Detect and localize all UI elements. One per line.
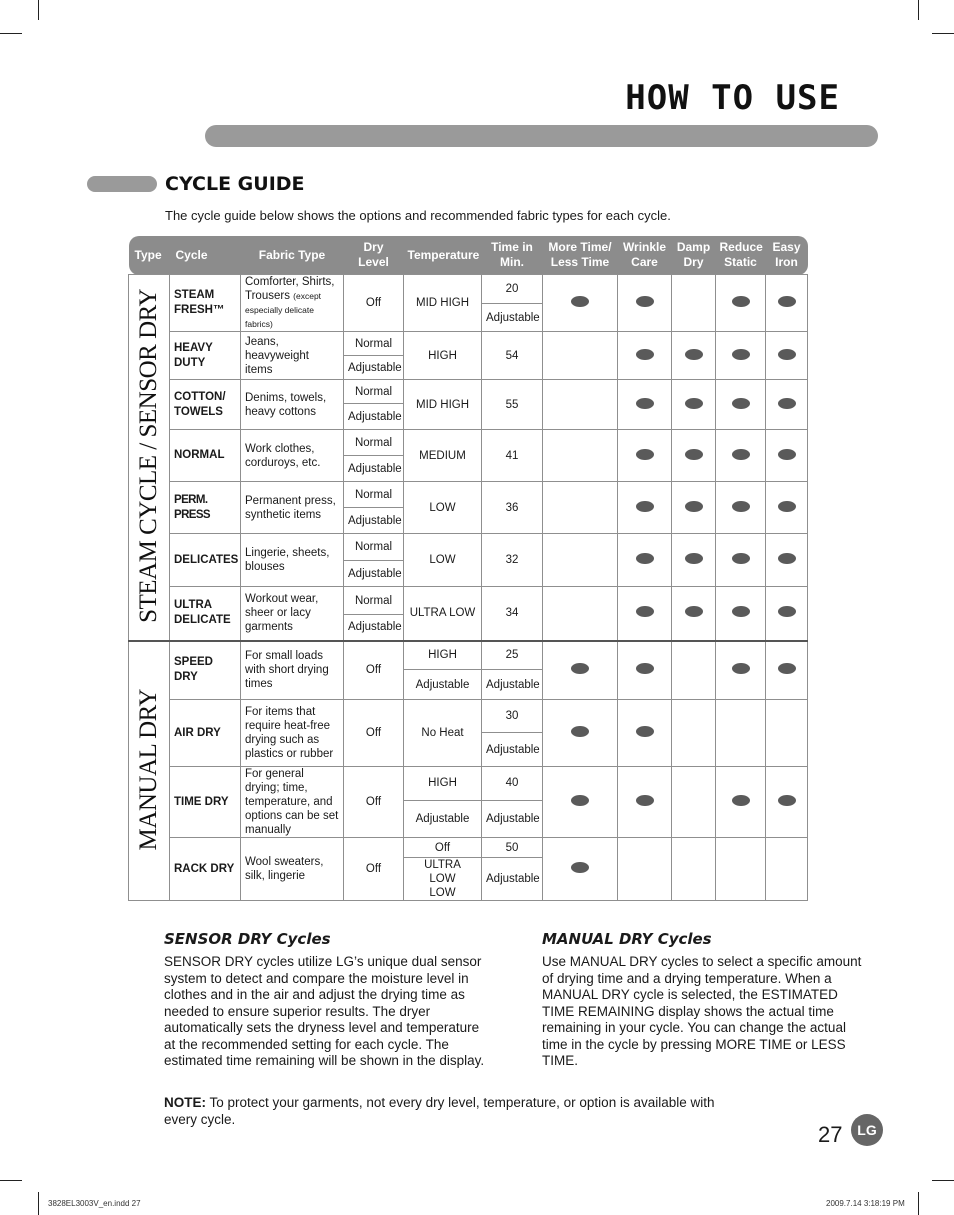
option-dot (636, 606, 654, 617)
time-value: Adjustable (482, 858, 543, 901)
cycle-name: DELICATES (170, 534, 241, 587)
option-more-less-time (543, 275, 618, 332)
option-damp-dry (672, 332, 716, 380)
fabric-type: For small loads with short drying times (241, 641, 344, 700)
col-header-fabric: Fabric Type (241, 236, 344, 275)
option-more-less-time (543, 641, 618, 700)
dry-level: Normal (344, 380, 404, 404)
option-damp-dry (672, 380, 716, 430)
cycle-name: STEAM FRESH™ (170, 275, 241, 332)
table-row (129, 838, 808, 858)
time-value: 30 (482, 700, 543, 733)
option-reduce-static (716, 482, 766, 534)
time-value: 32 (482, 534, 543, 587)
fabric-type: Work clothes, corduroys, etc. (241, 430, 344, 482)
sensor-dry-text: SENSOR DRY cycles utilize LG’s unique dual sensor system to detect and compare the moisture level in clothes and in the air and adjust the drying time as needed to ensure superior results. The dryer automatically sets the dryness level and temperature at the recommended setting for each cycle. The estimated time remaining will be shown in the display. (164, 954, 485, 1068)
temperature: MID HIGH (404, 380, 482, 430)
option-wrinkle-care (618, 275, 672, 332)
option-damp-dry (672, 430, 716, 482)
fabric-type: Denims, towels, heavy cottons (241, 380, 344, 430)
option-wrinkle-care (618, 482, 672, 534)
option-dot (571, 726, 589, 737)
option-wrinkle-care (618, 838, 672, 901)
option-dot (778, 553, 796, 564)
option-dot (685, 349, 703, 360)
option-more-less-time (543, 838, 618, 901)
col-header-type: Type (129, 236, 170, 275)
dry-level: Adjustable (344, 456, 404, 482)
option-dot (636, 795, 654, 806)
option-reduce-static (716, 380, 766, 430)
table-row (129, 275, 808, 304)
time-value: 36 (482, 482, 543, 534)
cycle-name: SPEED DRY (170, 641, 241, 700)
option-dot (778, 606, 796, 617)
time-value: Adjustable (482, 800, 543, 837)
time-value: 41 (482, 430, 543, 482)
cycle-name: ULTRA DELICATE (170, 587, 241, 641)
option-dot (732, 606, 750, 617)
option-dot (636, 398, 654, 409)
option-reduce-static (716, 534, 766, 587)
dry-level: Adjustable (344, 404, 404, 430)
dry-level: Off (344, 838, 404, 901)
note-text: To protect your garments, not every dry level, temperature, or option is available with every cycle. (164, 1095, 715, 1127)
dry-level: Normal (344, 430, 404, 456)
option-wrinkle-care (618, 587, 672, 641)
table-row (129, 332, 808, 356)
time-value: 20 (482, 275, 543, 304)
dry-level: Normal (344, 587, 404, 615)
option-dot (571, 663, 589, 674)
cycle-name: COTTON/ TOWELS (170, 380, 241, 430)
col-header-more-less-time: More Time/ Less Time (543, 236, 618, 275)
option-wrinkle-care (618, 641, 672, 700)
option-dot (778, 795, 796, 806)
temperature: HIGH (404, 641, 482, 670)
note (164, 1094, 744, 1128)
option-dot (685, 449, 703, 460)
option-easy-iron (766, 838, 808, 901)
fabric-type: For general drying; time, temperature, and options can be set manually (241, 767, 344, 838)
option-more-less-time (543, 767, 618, 838)
time-value: Adjustable (482, 670, 543, 700)
dry-level: Off (344, 767, 404, 838)
header-bar (205, 125, 878, 147)
option-reduce-static (716, 838, 766, 901)
option-dot (732, 349, 750, 360)
col-header-dry-level: Dry Level (344, 236, 404, 275)
crop-mark (932, 1180, 954, 1181)
option-dot (685, 501, 703, 512)
option-dot (636, 449, 654, 460)
option-damp-dry (672, 838, 716, 901)
temperature: Off (404, 838, 482, 858)
option-dot (732, 296, 750, 307)
option-reduce-static (716, 332, 766, 380)
crop-mark (918, 1192, 919, 1215)
option-damp-dry (672, 275, 716, 332)
footer-timestamp: 2009.7.14 3:18:19 PM (826, 1199, 905, 1208)
option-reduce-static (716, 700, 766, 767)
col-header-easy-iron: Easy Iron (766, 236, 808, 275)
crop-mark (0, 1180, 22, 1181)
option-easy-iron (766, 587, 808, 641)
option-dot (636, 553, 654, 564)
type-label-manual: MANUAL DRY (135, 688, 162, 850)
col-header-damp-dry: Damp Dry (672, 236, 716, 275)
col-header-cycle: Cycle (170, 236, 241, 275)
temperature: LOW (404, 534, 482, 587)
crop-mark (0, 33, 22, 34)
option-dot (732, 795, 750, 806)
option-dot (778, 449, 796, 460)
option-dot (732, 501, 750, 512)
option-easy-iron (766, 275, 808, 332)
page-header-title: HOW TO USE (625, 78, 840, 118)
manual-dry-heading: MANUAL DRY Cycles (542, 930, 712, 948)
option-more-less-time (543, 430, 618, 482)
option-dot (571, 862, 589, 873)
option-reduce-static (716, 641, 766, 700)
option-wrinkle-care (618, 767, 672, 838)
temperature: MEDIUM (404, 430, 482, 482)
cycle-name: NORMAL (170, 430, 241, 482)
option-easy-iron (766, 482, 808, 534)
time-value: 55 (482, 380, 543, 430)
option-reduce-static (716, 587, 766, 641)
crop-mark (38, 0, 39, 20)
option-damp-dry (672, 482, 716, 534)
option-dot (636, 663, 654, 674)
dry-level: Adjustable (344, 561, 404, 587)
option-more-less-time (543, 534, 618, 587)
option-wrinkle-care (618, 380, 672, 430)
option-dot (778, 296, 796, 307)
temperature: No Heat (404, 700, 482, 767)
fabric-text: Comforter, Shirts, Trousers (245, 276, 335, 302)
dry-level: Adjustable (344, 508, 404, 534)
option-dot (636, 296, 654, 307)
section-intro: The cycle guide below shows the options and recommended fabric types for each cycle. (165, 208, 671, 223)
table-row (129, 430, 808, 456)
cycle-name: TIME DRY (170, 767, 241, 838)
time-value: 54 (482, 332, 543, 380)
cycle-name: RACK DRY (170, 838, 241, 901)
option-dot (685, 606, 703, 617)
cycle-name: AIR DRY (170, 700, 241, 767)
option-dot (732, 449, 750, 460)
dry-level: Off (344, 275, 404, 332)
temperature: Adjustable (404, 670, 482, 700)
col-header-reduce-static: Reduce Static (716, 236, 766, 275)
option-easy-iron (766, 380, 808, 430)
sensor-dry-heading: SENSOR DRY Cycles (164, 930, 331, 948)
option-reduce-static (716, 767, 766, 838)
dry-level: Adjustable (344, 615, 404, 641)
table-header-row (129, 236, 808, 275)
dry-level: Normal (344, 534, 404, 561)
time-value: Adjustable (482, 304, 543, 332)
option-dot (732, 663, 750, 674)
crop-mark (38, 1192, 39, 1215)
type-cell-steam (129, 275, 170, 641)
table-row (129, 587, 808, 615)
dry-level: Adjustable (344, 356, 404, 380)
option-easy-iron (766, 534, 808, 587)
temperature: MID HIGH (404, 275, 482, 332)
temperature: HIGH (404, 332, 482, 380)
option-dot (778, 501, 796, 512)
option-reduce-static (716, 430, 766, 482)
note-label: NOTE: (164, 1095, 206, 1110)
table-row (129, 700, 808, 733)
type-cell-manual (129, 641, 170, 901)
type-label-steam: STEAM CYCLE / SENSOR DRY (135, 288, 162, 623)
option-wrinkle-care (618, 700, 672, 767)
table-row (129, 641, 808, 670)
dry-level: Off (344, 641, 404, 700)
option-dot (636, 726, 654, 737)
option-wrinkle-care (618, 332, 672, 380)
option-easy-iron (766, 332, 808, 380)
lg-logo-icon: LG (851, 1114, 883, 1146)
option-dot (571, 795, 589, 806)
cycle-guide-table (128, 236, 808, 901)
crop-mark (932, 33, 954, 34)
option-dot (778, 663, 796, 674)
option-easy-iron (766, 767, 808, 838)
option-dot (732, 398, 750, 409)
option-dot (685, 553, 703, 564)
cycle-name: PERM. PRESS (170, 482, 241, 534)
option-more-less-time (543, 587, 618, 641)
table-row (129, 482, 808, 508)
option-damp-dry (672, 587, 716, 641)
page-number: 27 (818, 1122, 843, 1147)
fabric-type: Workout wear, sheer or lacy garments (241, 587, 344, 641)
option-more-less-time (543, 380, 618, 430)
option-wrinkle-care (618, 430, 672, 482)
temperature: Adjustable (404, 800, 482, 837)
option-damp-dry (672, 641, 716, 700)
option-more-less-time (543, 482, 618, 534)
option-more-less-time (543, 332, 618, 380)
table-row (129, 534, 808, 561)
time-value: 25 (482, 641, 543, 670)
time-value: Adjustable (482, 733, 543, 767)
option-dot (778, 349, 796, 360)
fabric-type: Wool sweaters, silk, lingerie (241, 838, 344, 901)
crop-mark (918, 0, 919, 20)
option-damp-dry (672, 700, 716, 767)
manual-dry-text: Use MANUAL DRY cycles to select a specific amount of drying time and a drying temperature. When a MANUAL DRY cycle is selected, the ESTIMATED TIME REMAINING display shows the actual time remaining in your cycle. You can change the actual time in the cycle by pressing MORE TIME or LESS TIME. (542, 954, 862, 1068)
time-value: 50 (482, 838, 543, 858)
option-dot (571, 296, 589, 307)
dry-level: Normal (344, 482, 404, 508)
option-easy-iron (766, 430, 808, 482)
dry-level: Normal (344, 332, 404, 356)
option-wrinkle-care (618, 534, 672, 587)
fabric-type (241, 275, 344, 332)
col-header-time: Time in Min. (482, 236, 543, 275)
option-more-less-time (543, 700, 618, 767)
option-dot (685, 398, 703, 409)
time-value: 40 (482, 767, 543, 801)
option-dot (732, 553, 750, 564)
fabric-note: (except especially delicate fabrics) (245, 291, 322, 329)
section-pill (87, 176, 157, 192)
temperature: ULTRA LOW (404, 587, 482, 641)
footer-filename: 3828EL3003V_en.indd 27 (48, 1199, 141, 1208)
option-reduce-static (716, 275, 766, 332)
option-dot (636, 349, 654, 360)
table-row (129, 380, 808, 404)
table-row (129, 767, 808, 801)
col-header-wrinkle-care: Wrinkle Care (618, 236, 672, 275)
temperature: HIGH (404, 767, 482, 801)
option-damp-dry (672, 767, 716, 838)
option-easy-iron (766, 641, 808, 700)
option-dot (636, 501, 654, 512)
option-easy-iron (766, 700, 808, 767)
cycle-name: HEAVY DUTY (170, 332, 241, 380)
fabric-type: Permanent press, synthetic items (241, 482, 344, 534)
temperature: LOW (404, 482, 482, 534)
dry-level: Off (344, 700, 404, 767)
fabric-type: Jeans, heavyweight items (241, 332, 344, 380)
section-title: CYCLE GUIDE (165, 173, 305, 195)
fabric-type: Lingerie, sheets, blouses (241, 534, 344, 587)
col-header-temperature: Temperature (404, 236, 482, 275)
option-dot (778, 398, 796, 409)
temperature: ULTRA LOW LOW (404, 858, 482, 901)
time-value: 34 (482, 587, 543, 641)
option-damp-dry (672, 534, 716, 587)
fabric-type: For items that require heat-free drying such as plastics or rubber (241, 700, 344, 767)
